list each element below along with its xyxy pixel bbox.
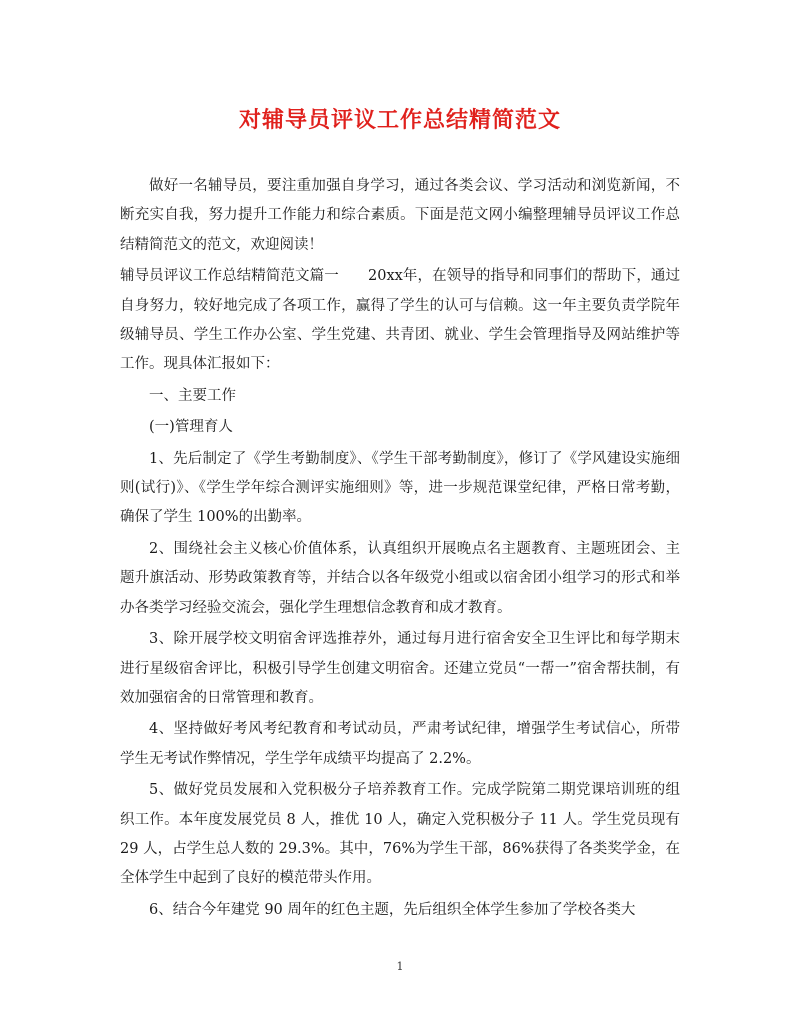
list-item: 3、除开展学校文明宿舍评选推荐外，通过每月进行宿舍安全卫生评比和每学期末进行星级宿舍评比，积极引导学生创建文明宿舍。还建立党员“一帮一”宿舍帮扶制，有效加强宿舍的日常管理和教育。: [120, 631, 680, 706]
document-body: [120, 172, 680, 927]
list-item: 2、围绕社会主义核心价值体系，认真组织开展晚点名主题教育、主题班团会、主题升旗活动、形势政策教育等，并结合以各年级党小组或以宿舍团小组学习的形式和举办各类学习经验交流会，强化学生理想信念教育和成才教育。: [120, 540, 680, 616]
list-item: 5、做好党员发展和入党积极分子培养教育工作。完成学院第二期党课培训班的组织工作。本年度发展党员 8 人，推优 10 人，确定入党积极分子 11 人。学生党员现有 29 人，占学生总人数的 29.3%。其中，76%为学生干部，86%获得了各类奖学金，在全体学生中起到了良好的模范带头作用。: [120, 782, 680, 887]
list-item: 6、结合今年建党 90 周年的红色主题，先后组织全体学生参加了学校各类大: [149, 901, 636, 918]
list-item: 1、先后制定了《学生考勤制度》、《学生干部考勤制度》，修订了《学风建设实施细则(试行)》、《学生学年综合测评实施细则》等，进一步规范课堂纪律，严格日常考勤，确保了学生 100%的出勤率。: [120, 450, 680, 526]
list-item: 4、坚持做好考风考纪教育和考试动员，严肃考试纪律，增强学生考试信心，所带学生无考试作弊情况，学生学年成绩平均提高了 2.2%。: [120, 721, 680, 767]
section-intro-paragraph: 辅导员评议工作总结精简范文篇一 20xx年，在领导的指导和同事们的帮助下，通过自身努力，较好地完成了各项工作，赢得了学生的认可与信赖。这一年主要负责学院年级辅导员、学生工作办公室、学生党建、共青团、就业、学生会管理指导及网站维护等工作。现具体汇报如下：: [120, 268, 680, 373]
subsection-heading: (一)管理育人: [149, 419, 233, 436]
document-title: 对辅导员评议工作总结精简范文: [238, 107, 561, 133]
section-heading: 一、主要工作: [149, 387, 236, 404]
page-number: 1: [396, 960, 404, 973]
intro-paragraph: 做好一名辅导员，要注重加强自身学习，通过各类会议、学习活动和浏览新闻，不断充实自我，努力提升工作能力和综合素质。下面是范文网小编整理辅导员评议工作总结精简范文的范文，欢迎阅读！: [120, 178, 680, 253]
